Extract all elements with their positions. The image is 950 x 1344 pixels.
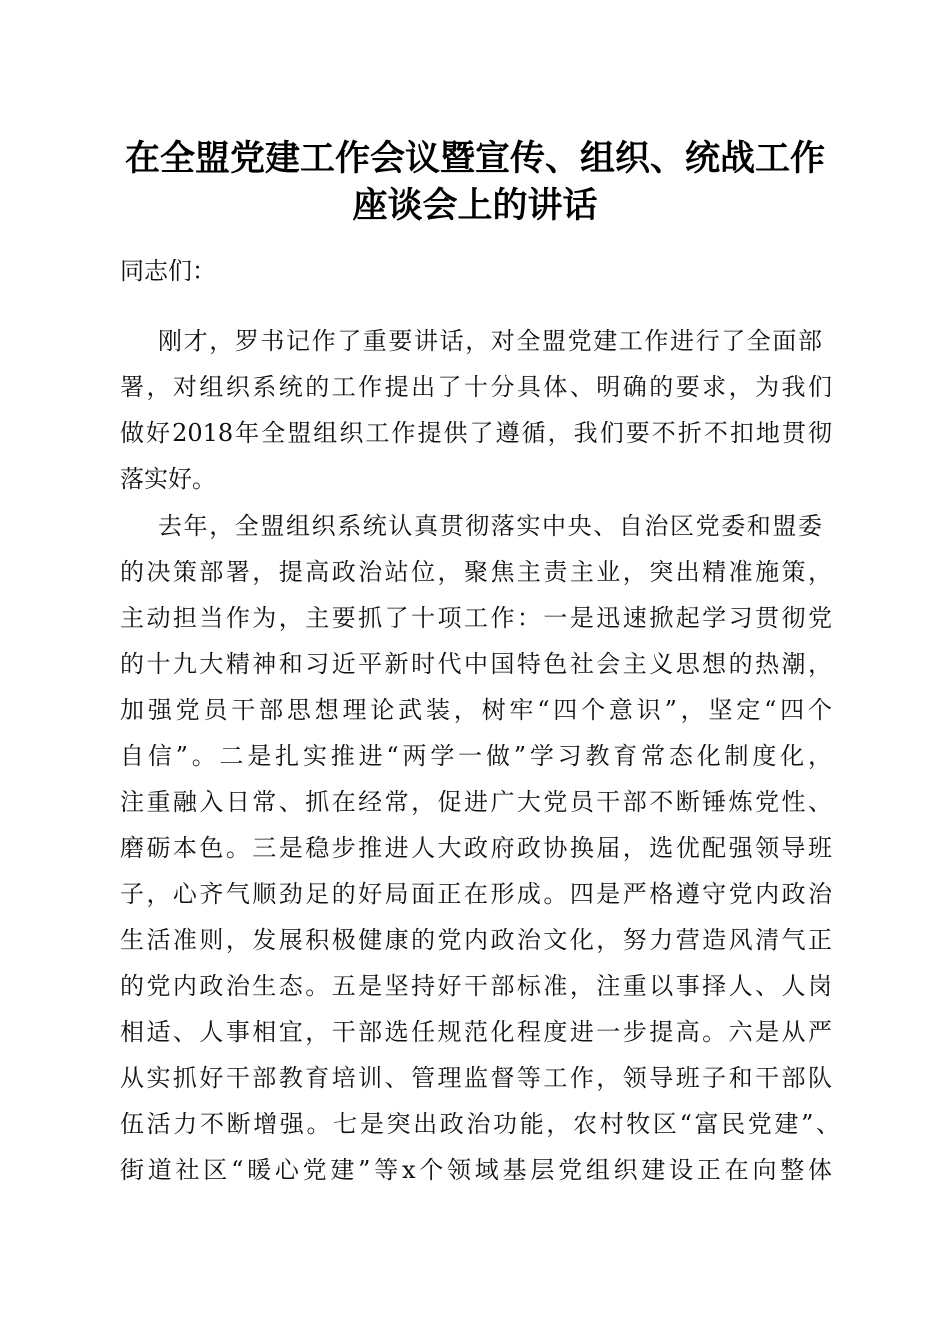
paragraph-line: 加强党员干部思想理论武装，树牢“四个意识”，坚定“四个 [120,696,832,724]
paragraph-line: 自信”。二是扎实推进“两学一做”学习教育常态化制度化， [120,742,832,770]
paragraph-line: 去年，全盟组织系统认真贯彻落实中央、自治区党委和盟委 [158,512,822,540]
paragraph-line: 相适、人事相宜，干部选任规范化程度进一步提高。六是从严 [120,1018,832,1046]
paragraph-line: 的十九大精神和习近平新时代中国特色社会主义思想的热潮， [120,650,832,678]
paragraph-line: 主动担当作为，主要抓了十项工作：一是迅速掀起学习贯彻党 [120,604,832,632]
salutation: 同志们： [120,257,216,285]
paragraph-line: 落实好。 [120,465,216,493]
document-title-line-1: 在全盟党建工作会议暨宣传、组织、统战工作 [124,138,825,179]
paragraph-line: 署，对组织系统的工作提出了十分具体、明确的要求，为我们 [120,373,832,401]
paragraph-line: 从实抓好干部教育培训、管理监督等工作，领导班子和干部队 [120,1064,832,1092]
paragraph-line: 生活准则，发展积极健康的党内政治文化，努力营造风清气正 [120,926,832,954]
paragraph-line: 磨砺本色。三是稳步推进人大政府政协换届，选优配强领导班 [120,834,832,862]
paragraph-line: 街道社区“暖心党建”等x个领域基层党组织建设正在向整体 [120,1156,832,1184]
paragraph-line: 刚才，罗书记作了重要讲话，对全盟党建工作进行了全面部 [158,327,822,355]
paragraph-line: 的决策部署，提高政治站位，聚焦主责主业，突出精准施策， [120,558,832,586]
paragraph-line: 子，心齐气顺劲足的好局面正在形成。四是严格遵守党内政治 [120,880,832,908]
paragraph-line: 注重融入日常、抓在经常，促进广大党员干部不断锤炼党性、 [120,788,832,816]
paragraph-line: 的党内政治生态。五是坚持好干部标准，注重以事择人、人岗 [120,972,832,1000]
document-title-line-2: 座谈会上的讲话 [352,185,598,226]
paragraph-line: 做好2018年全盟组织工作提供了遵循，我们要不折不扣地贯彻 [120,419,832,447]
paragraph-line: 伍活力不断增强。七是突出政治功能，农村牧区“富民党建”、 [120,1110,840,1138]
